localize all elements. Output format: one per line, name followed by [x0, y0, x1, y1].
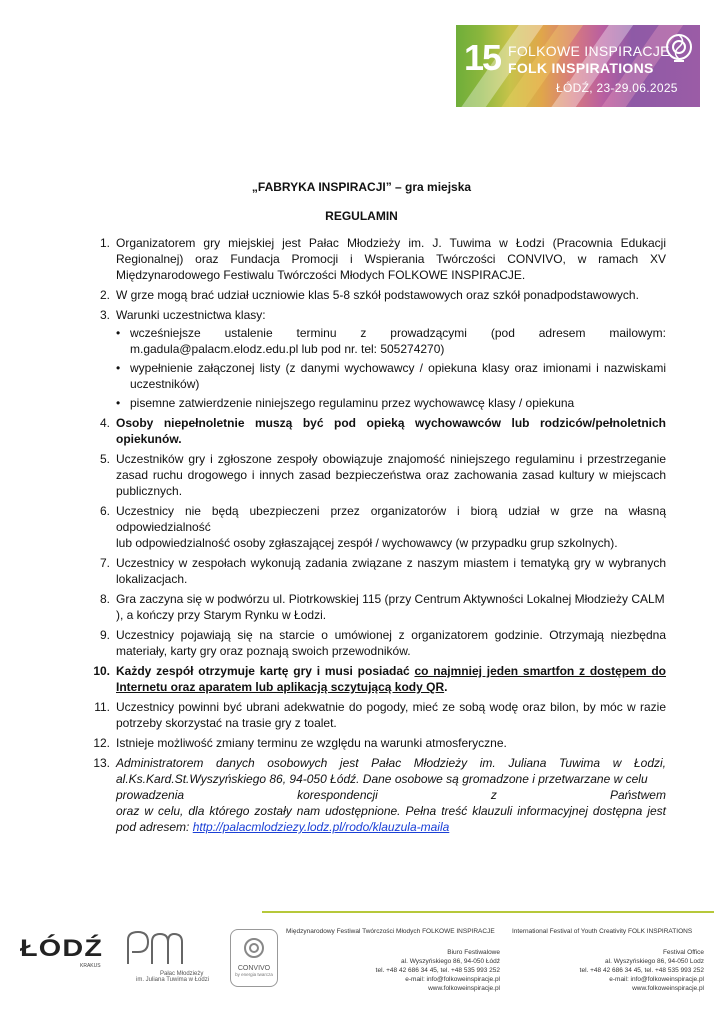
bullet-item: • wcześniejsze ustalenie terminu z prowadzącymi (pod adresem mailowym: m.gadula@palacm.elodz.edu.pl lub pod nr. tel: 505274270): [130, 325, 666, 357]
convivo-logo-icon: [242, 936, 266, 960]
item-text: Każdy zespół otrzymuje kartę gry i musi posiadać: [116, 664, 415, 678]
word: korespondencji: [297, 788, 378, 802]
lodz-logo-text: ŁÓDŹ: [20, 935, 104, 962]
item-text: Gra zaczyna się w podwórzu ul. Piotrkowskiej 115 (przy Centrum Aktywności Lokalnej Młodzieży CALM ), a kończy przy Starym Rynku w Łodzi.: [116, 592, 665, 622]
list-item: [99, 451, 666, 499]
convivo-logo-sub: by energia twarcza: [235, 972, 273, 977]
document-title: „FABRYKA INSPIRACJI” – gra miejska: [251, 180, 472, 194]
item-text: W grze mogą brać udział uczniowie klas 5-8 szkół podstawowych oraz szkół ponadpodstawowych.: [116, 288, 639, 302]
item-number: 7.: [99, 556, 110, 570]
footer-pl-www[interactable]: www.folkoweinspiracje.pl: [428, 985, 500, 992]
list-item: [94, 699, 666, 731]
footer-pl-contact: [300, 948, 500, 993]
bullet-item: • wypełnienie załączonej listy (z danymi wychowawcy / opiekuna klasy oraz imionami i nazwiskami uczestników): [130, 360, 666, 392]
footer-pl-title: Międzynarodowy Festiwal Twórczości Młodych FOLKOWE INSPIRACJE: [286, 928, 495, 935]
item-number: 13.: [93, 756, 110, 770]
item-text-continued: lub odpowiedzialność osoby zgłaszającej zespół / wychowawcy (w przypadku grup szkolnych).: [116, 536, 618, 550]
list-item: [99, 555, 666, 587]
footer-pl-email[interactable]: e-mail: info@folkoweinspiracje.pl: [405, 976, 500, 983]
item-number: 10.: [93, 664, 110, 678]
footer-en: [512, 927, 712, 936]
item-number: 4.: [99, 416, 110, 430]
item-text-end: .: [444, 680, 448, 694]
footer-en-www[interactable]: www.folkoweinspiracje.pl: [632, 985, 704, 992]
list-item: [93, 735, 666, 751]
lodz-logo: [20, 935, 104, 969]
item-text-underlined: co najmniej jeden smartfon z dostępem do Internetu oraz aparatem lub aplikacją sczytującą kody QR: [116, 664, 666, 694]
item-text: Uczestnicy w zespołach wykonują zadania związane z naszym miastem i tematyką gry w wybranych lokalizacjach.: [116, 556, 666, 586]
item-text: Uczestnicy nie będą ubezpieczeni przez organizatorów i biorą udział w grze na własną odpowiedzialność: [116, 504, 666, 534]
rodo-link[interactable]: http://palacmlodziezy.lodz.pl/rodo/klauzula-maila: [192, 820, 450, 834]
item-number: 12.: [93, 736, 110, 750]
list-item: [99, 307, 666, 411]
item-number: 8.: [99, 592, 110, 606]
item-text: Warunki uczestnictwa klasy:: [116, 308, 266, 322]
footer-en-contact: [510, 948, 704, 993]
footer-pl-office: Biuro Festiwalowe: [447, 949, 500, 956]
footer-pl-tel: tel. +48 42 686 34 45, tel. +48 535 993 252: [375, 967, 500, 974]
item-text: Uczestników gry i zgłoszone zespoły obowiązuje znajomość niniejszego regulaminu i przestrzeganie zasad ruchu drogowego i innych zasad bezpieczeństwa oraz zachowania zasad kultury w miejscach publicznych.: [116, 452, 666, 498]
footer-en-email[interactable]: e-mail: info@folkoweinspiracje.pl: [609, 976, 704, 983]
list-item: [93, 755, 666, 835]
item-text: Administratorem danych osobowych jest Pałac Młodzieży im. Juliana Tuwima w Łodzi, al.Ks.Kard.St.Wyszyńskiego 86, 94-050 Łódź. Dane osobowe są gromadzone i przetwarzane w celu: [116, 756, 666, 786]
list-item: [99, 415, 666, 447]
banner-number: 15: [464, 37, 501, 78]
item-number: 2.: [99, 288, 110, 302]
footer-en-office: Festival Office: [662, 949, 704, 956]
convivo-logo: [230, 929, 278, 987]
item-text-continued: oraz w celu, dla którego zostały nam udostępnione. Pełna treść klauzuli informacyjnej dostępna jest pod adresem:: [116, 804, 666, 834]
item-text: Uczestnicy powinni być ubrani adekwatnie do pogody, mieć ze sobą wodę oraz bilon, by móc w razie potrzeby skorzystać na trasie gry z toalet.: [116, 700, 666, 730]
item-text-spread: [116, 787, 666, 803]
footer-divider: [262, 911, 714, 913]
banner-title-en: FOLK INSPIRATIONS: [508, 60, 654, 76]
pm-logo-line1: Pałac Młodzieży: [160, 971, 204, 977]
pm-logo-icon: [124, 930, 184, 966]
item-text: Uczestnicy pojawiają się na starcie o umówionej z organizatorem godzinie. Otrzymają niezbędna materiały, karty gry oraz poznają swoich przewodników.: [116, 628, 666, 658]
list-item: [99, 287, 666, 303]
festival-banner: [456, 25, 700, 107]
item-text: Osoby niepełnoletnie muszą być pod opieką wychowawców lub rodziców/pełnoletnich opiekunów.: [116, 416, 666, 446]
list-item: [99, 591, 666, 623]
conditions-sublist: [116, 325, 666, 411]
footer-pl: [286, 927, 500, 936]
document-subtitle: REGULAMIN: [325, 209, 398, 223]
item-number: 1.: [99, 236, 110, 250]
word: Państwem: [609, 788, 666, 802]
lodz-logo-sub: KRAKUS: [80, 963, 101, 969]
banner-dates: ŁÓDŹ, 23-29.06.2025: [556, 81, 678, 95]
pm-logo-line2: im. Juliana Tuwima w Łodzi: [136, 977, 210, 983]
footer-en-title: International Festival of Youth Creativity FOLK INSPIRATIONS: [512, 928, 693, 935]
list-item: [99, 503, 666, 551]
word: z: [490, 788, 497, 802]
word: prowadzenia: [116, 788, 185, 802]
item-text: Organizatorem gry miejskiej jest Pałac Młodzieży im. J. Tuwima w Łodzi (Pracownia Edukacji Regionalnej) oraz Fundacja Promocji i Wspierania Twórczości CONVIVO, w ramach XV Międzynarodowego Festiwalu Twórczości Młodych FOLKOWE INSPIRACJE.: [116, 236, 666, 282]
palac-mlodziezy-logo: [124, 930, 224, 983]
item-text: Istnieje możliwość zmiany terminu ze względu na warunki atmosferyczne.: [116, 736, 507, 750]
footer-en-tel: tel. +48 42 686 34 45, tel. +48 535 993 252: [579, 967, 704, 974]
list-item: [99, 235, 666, 283]
list-item: [93, 663, 666, 695]
item-number: 3.: [99, 308, 110, 322]
item-number: 6.: [99, 504, 110, 518]
item-number: 11.: [94, 700, 110, 714]
item-number: 9.: [99, 628, 110, 642]
banner-title-pl: FOLKOWE INSPIRACJE: [508, 43, 670, 59]
footer-en-address: al. Wyszyńskiego 86, 94-050 Lodz: [605, 958, 704, 965]
footer-pl-address: al. Wyszyńskiego 86, 94-050 Łódź: [401, 958, 500, 965]
rules-list: [93, 235, 666, 839]
convivo-logo-text: CONVIVO: [237, 965, 271, 972]
bullet-item: • pisemne zatwierdzenie niniejszego regulaminu przez wychowawcę klasy / opiekuna: [130, 395, 666, 411]
flower-icon: [662, 31, 696, 71]
list-item: [99, 627, 666, 659]
item-number: 5.: [99, 452, 110, 466]
